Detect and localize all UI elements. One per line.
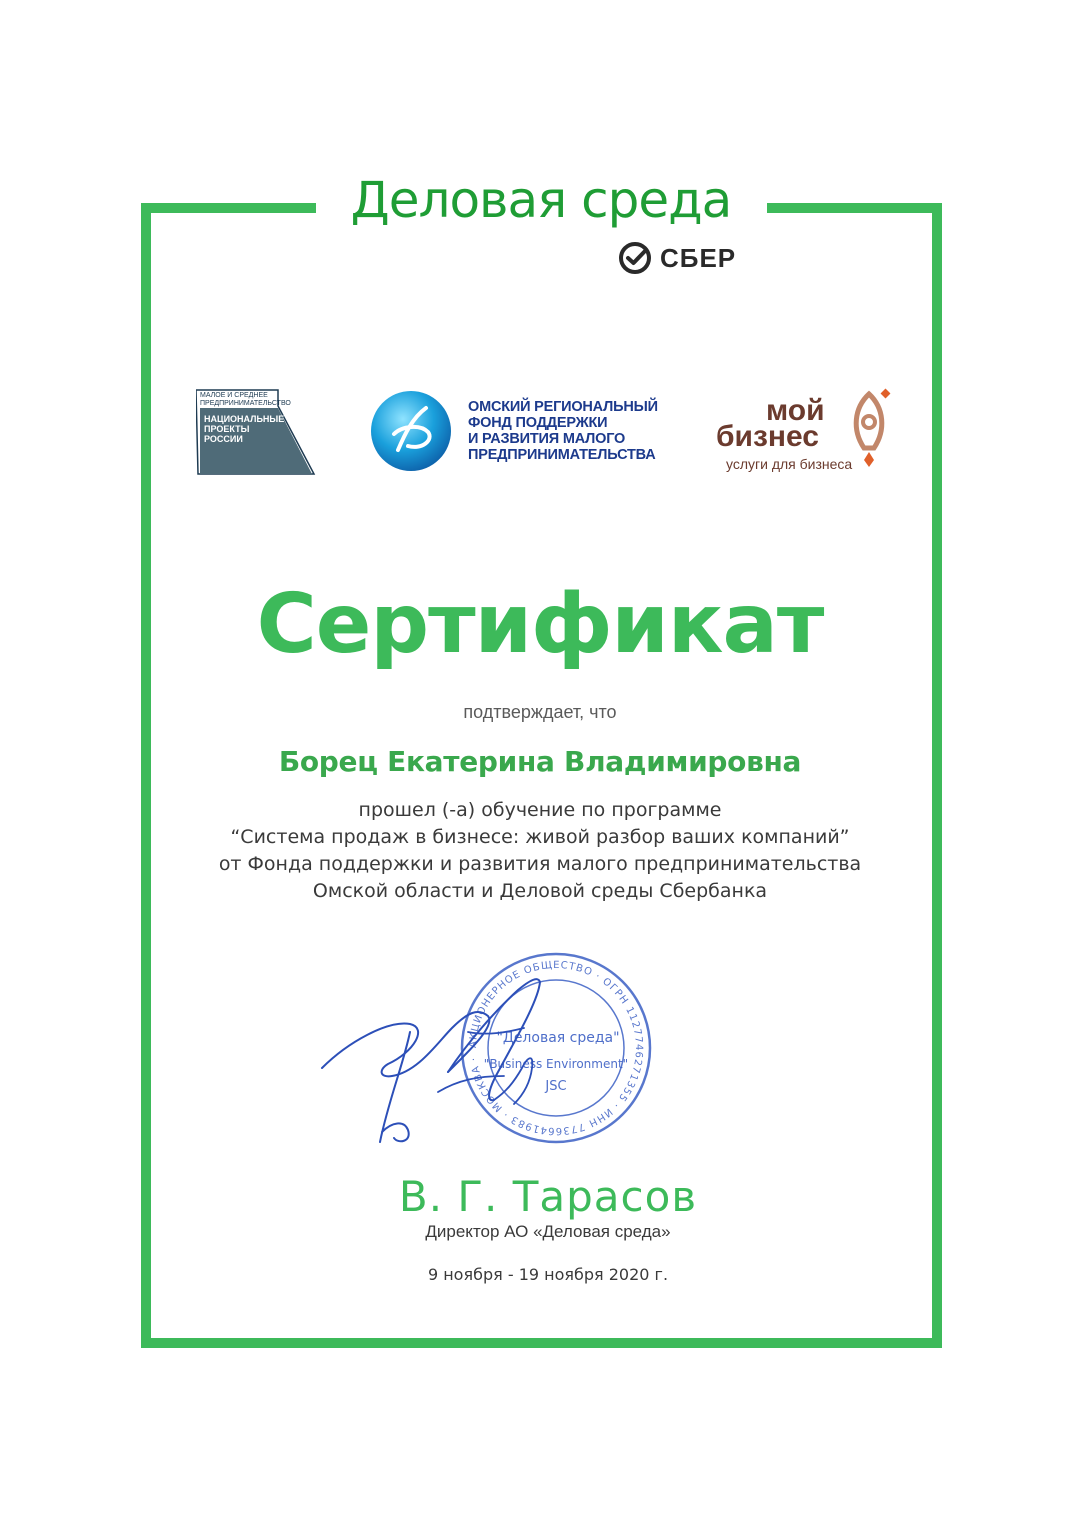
signer-name: В. Г. Тарасов — [398, 1172, 698, 1221]
signer-title: Директор АО «Деловая среда» — [425, 1222, 671, 1241]
description-line: прошел (-а) обучение по программе — [358, 799, 722, 821]
description-line: от Фонда поддержки и развития малого предпринимательства — [218, 853, 862, 875]
frame-top-right — [767, 203, 942, 213]
rocket-icon — [844, 388, 894, 468]
header-title: Деловая среда — [350, 171, 732, 229]
stamp-line: "Business Environment" — [483, 1057, 629, 1071]
fund-line: И РАЗВИТИЯ МАЛОГО — [468, 431, 626, 447]
np-big-line: ПРОЕКТЫ — [204, 424, 250, 434]
fund-line: ФОНД ПОДДЕРЖКИ — [468, 415, 608, 431]
my-business-subtitle: услуги для бизнеса — [726, 456, 853, 472]
np-big-line: РОССИИ — [204, 434, 243, 444]
national-projects-big-text — [204, 414, 284, 444]
fund-line: ОМСКИЙ РЕГИОНАЛЬНЫЙ — [468, 399, 658, 415]
my-business-word1: мой — [766, 394, 825, 427]
handwritten-signature — [318, 972, 578, 1148]
frame-top-left — [141, 203, 316, 213]
training-dates: 9 ноября - 19 ноября 2020 г. — [427, 1265, 669, 1284]
stamp-ring-text: АКЦИОНЕРНОЕ ОБЩЕСТВО · ОГРН 1127746271355 · ИНН 7736641983 · МОСКВА · — [467, 959, 645, 1137]
sber-logo — [618, 240, 736, 276]
fund-text — [468, 399, 658, 463]
recipient-name: Борец Екатерина Владимировна — [278, 745, 802, 778]
my-business-logo — [714, 388, 894, 478]
fund-emblem-icon — [368, 388, 454, 474]
confirms-text: подтверждает, что — [463, 702, 617, 722]
frame-bottom — [141, 1338, 942, 1348]
omsk-fund-logo — [368, 388, 658, 474]
stamp-line: JSC — [545, 1079, 567, 1094]
np-small-line: ПРЕДПРИНИМАТЕЛЬСТВО — [200, 400, 291, 407]
sber-label: СБЕР — [660, 242, 737, 273]
np-big-line: НАЦИОНАЛЬНЫЕ — [204, 414, 285, 424]
national-projects-logo — [196, 388, 316, 476]
certificate-title: Сертификат — [256, 577, 824, 672]
description-line: “Система продаж в бизнесе: живой разбор ваших компаний” — [230, 826, 850, 848]
stamp-line: "Деловая среда" — [496, 1030, 620, 1046]
national-projects-small-text — [200, 392, 291, 408]
description-line: Омской области и Деловой среды Сбербанка — [312, 880, 768, 902]
np-small-line: МАЛОЕ И СРЕДНЕЕ — [200, 392, 268, 399]
sber-check-icon — [618, 241, 652, 275]
my-business-word2: бизнес — [716, 420, 819, 453]
fund-line: ПРЕДПРИНИМАТЕЛЬСТВА — [468, 447, 656, 463]
program-description — [150, 797, 930, 905]
